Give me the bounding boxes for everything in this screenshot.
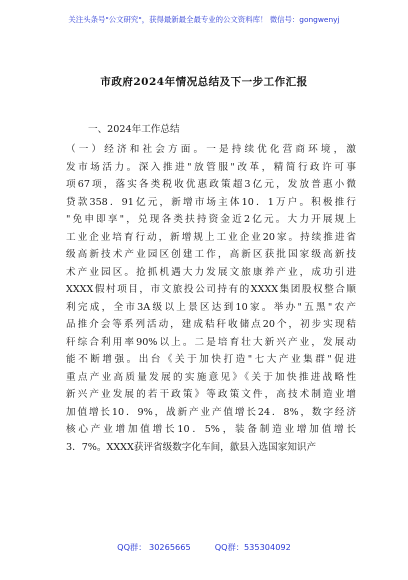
- body-line: 术产业园区。抢抓机遇大力发展文旅康养产业，成功引进: [66, 266, 356, 278]
- body-line: 重点产业高质量发展的实施意见》《关于加快推进战略性: [66, 371, 356, 383]
- body-line: 工业企业培育行动，新增规上工业企业20家。持续推进省: [66, 231, 356, 243]
- body-line: 发市场活力。深入推进"放管服"改革，精简行政许可事: [66, 161, 356, 173]
- body-line: 核心产业增加值增长10．5%，装备制造业增加值增长: [66, 424, 356, 435]
- body-line: 加值增长10．9%，战新产业产值增长24．8%，数字经济: [66, 406, 356, 418]
- footer-qq-group-1: QQ群： 30265665: [117, 542, 191, 552]
- body-line: 新兴产业发展的若干政策》等政策文件，高技术制造业增: [66, 389, 356, 400]
- body-line: 品推介会等系列活动，建成秸秆收储点20个，初步实现秸: [66, 319, 356, 330]
- section-heading: 一、2024年工作总结: [88, 124, 180, 135]
- body-line: XXXX假村项目，市文旅投公司持有的XXXX集团股权整合顺: [66, 284, 356, 295]
- footer-qq-groups: [0, 542, 408, 553]
- document-title: 市政府2024年情况总结及下一步工作汇报: [100, 76, 308, 88]
- body-line: 项67项，落实各类税收优惠政策超3亿元，发放普惠小微: [66, 179, 356, 190]
- body-line: 利完成，全市3A级以上景区达到10家。举办"五黑"农产: [66, 301, 356, 313]
- body-line: 秆综合利用率90%以上。二是培育壮大新兴产业，发展动: [66, 336, 356, 348]
- body-line: 贷款358．91亿元，新增市场主体10．1万户。积极推行: [66, 196, 356, 208]
- body-line: 3．7%。XXXX获评省级数字化车间，歙县入选国家知识产: [66, 441, 317, 453]
- body-line: "免申即享"，兑现各类扶持资金近2亿元。大力开展规上: [66, 214, 356, 225]
- body-line: （一）经济和社会方面。一是持续优化营商环境，激: [66, 144, 356, 155]
- top-banner: 关注头条号"公文研究"，获得最新最全最专业的公文资料库！ 微信号：gongwenyj: [68, 15, 340, 24]
- document-body: [66, 141, 356, 456]
- footer-qq-group-2: QQ群：535304092: [214, 542, 291, 552]
- body-line: 级高新技术产业园区创建工作，高新区获批国家级高新技: [66, 249, 356, 260]
- body-line: 能不断增强。出台《关于加快打造"七大产业集群"促进: [66, 354, 356, 365]
